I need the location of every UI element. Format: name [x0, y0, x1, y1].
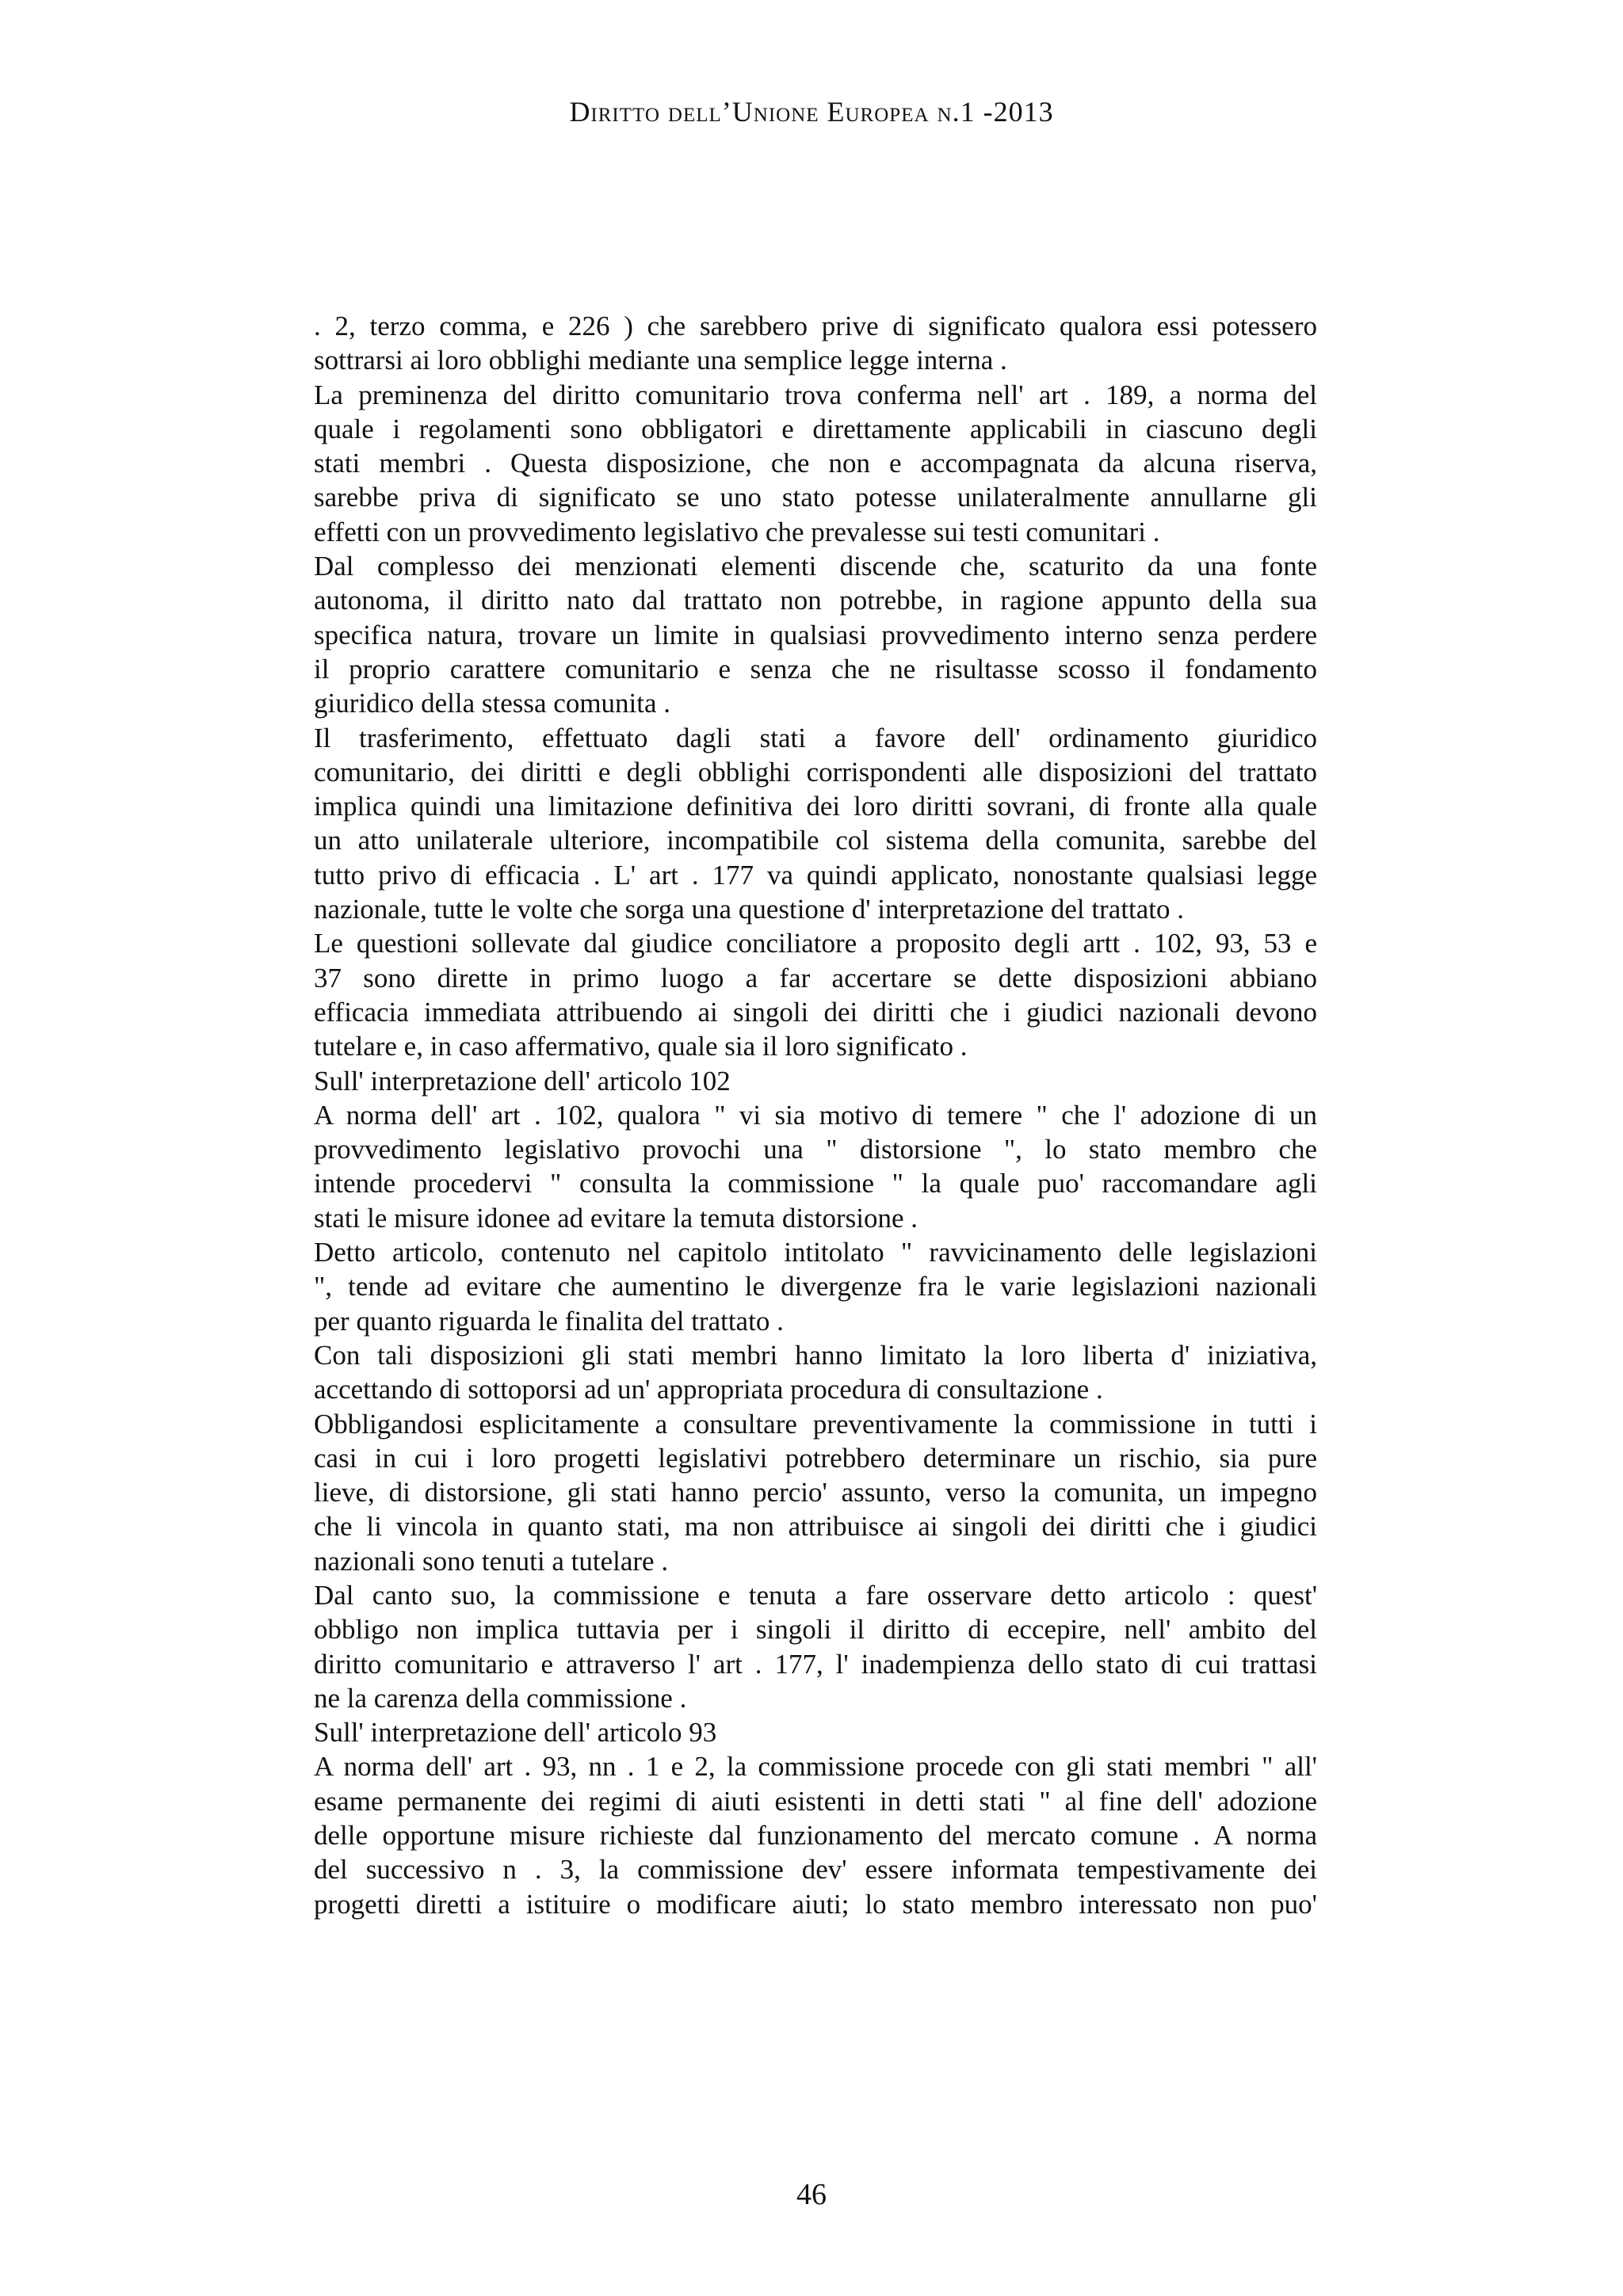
text-line: diritto comunitario e attraverso l' art . 177, l' inadempienza dello stato di cui trattasi [314, 1648, 1317, 1680]
text-line: che li vincola in quanto stati, ma non attribuisce ai singoli dei diritti che i giudici [314, 1511, 1317, 1543]
text-line: per quanto riguarda le finalita del trattato . [314, 1305, 784, 1337]
text-line: tutelare e, in caso affermativo, quale sia il loro significato . [314, 1031, 968, 1062]
text-line: stati membri . Questa disposizione, che non e accompagnata da alcuna riserva, [314, 448, 1317, 479]
text-line: nazionali sono tenuti a tutelare . [314, 1545, 669, 1577]
text-line: nazionale, tutte le volte che sorga una questione d' interpretazione del trattato . [314, 894, 1185, 925]
text-line: specifica natura, trovare un limite in qualsiasi provvedimento interno senza perdere [314, 619, 1317, 650]
text-line: casi in cui i loro progetti legislativi potrebbero determinare un rischio, sia pure [314, 1442, 1317, 1474]
text-line: delle opportune misure richieste dal funzionamento del mercato comune . A norma [314, 1820, 1317, 1852]
text-line: Dal canto suo, la commissione e tenuta a fare osservare detto articolo : quest' [314, 1579, 1317, 1611]
text-line: effetti con un provvedimento legislativo che prevalesse sui testi comunitari . [314, 516, 1160, 547]
text-line: La preminenza del diritto comunitario trova conferma nell' art . 189, a norma del [314, 379, 1317, 410]
text-line: accettando di sottoporsi ad un' appropriata procedura di consultazione . [314, 1374, 1103, 1405]
text-line: A norma dell' art . 102, qualora " vi sia motivo di temere " che l' adozione di un [314, 1099, 1317, 1131]
text-line: giuridico della stessa comunita . [314, 688, 671, 719]
text-line: Le questioni sollevate dal giudice conciliatore a proposito degli artt . 102, 93, 53 e [314, 928, 1317, 959]
text-line: esame permanente dei regimi di aiuti esistenti in detti stati " al fine dell' adozione [314, 1785, 1317, 1817]
text-line: intende procedervi " consulta la commissione " la quale puo' raccomandare agli [314, 1168, 1317, 1199]
text-line: Sull' interpretazione dell' articolo 102 [314, 1065, 731, 1097]
text-line: lieve, di distorsione, gli stati hanno percio' assunto, verso la comunita, un impegno [314, 1477, 1317, 1508]
text-line: Dal complesso dei menzionati elementi discende che, scaturito da una fonte [314, 551, 1317, 582]
text-line: obbligo non implica tuttavia per i singoli il diritto di eccepire, nell' ambito del [314, 1614, 1317, 1646]
text-line: comunitario, dei diritti e degli obblighi corrispondenti alle disposizioni del trattato [314, 756, 1317, 788]
text-line: A norma dell' art . 93, nn . 1 e 2, la commissione procede con gli stati membri " all' [314, 1751, 1317, 1783]
text-line: sarebbe priva di significato se uno stato potesse unilateralmente annullarne gli [314, 482, 1317, 513]
text-line: ne la carenza della commissione . [314, 1682, 687, 1714]
text-line: provvedimento legislativo provochi una " distorsione ", lo stato membro che [314, 1134, 1317, 1165]
text-line: Detto articolo, contenuto nel capitolo intitolato " ravvicinamento delle legislazioni [314, 1237, 1317, 1268]
text-line: progetti diretti a istituire o modificare aiuti; lo stato membro interessato non puo' [314, 1888, 1317, 1920]
body-text [314, 309, 1317, 1921]
text-line: il proprio carattere comunitario e senza che ne risultasse scosso il fondamento [314, 653, 1317, 685]
text-line: efficacia immediata attribuendo ai singoli dei diritti che i giudici nazionali devono [314, 996, 1317, 1028]
text-line: Obbligandosi esplicitamente a consultare preventivamente la commissione in tutti i [314, 1408, 1317, 1440]
page-number: 46 [796, 2178, 827, 2211]
text-line: ", tende ad evitare che aumentino le divergenze fra le varie legislazioni nazionali [314, 1271, 1317, 1302]
text-line: autonoma, il diritto nato dal trattato non potrebbe, in ragione appunto della sua [314, 585, 1317, 616]
text-line: Sull' interpretazione dell' articolo 93 [314, 1717, 717, 1749]
text-line: Con tali disposizioni gli stati membri hanno limitato la loro liberta d' iniziativa, [314, 1339, 1317, 1371]
text-line: del successivo n . 3, la commissione dev' essere informata tempestivamente dei [314, 1854, 1317, 1886]
running-header: Diritto dell’Unione Europea n.1 -2013 [569, 96, 1054, 128]
text-line: quale i regolamenti sono obbligatori e direttamente applicabili in ciascuno degli [314, 413, 1317, 444]
text-line: . 2, terzo comma, e 226 ) che sarebbero prive di significato qualora essi potessero [314, 311, 1317, 341]
text-line: implica quindi una limitazione definitiva dei loro diritti sovrani, di fronte alla quale [314, 791, 1317, 822]
text-line: tutto privo di efficacia . L' art . 177 va quindi applicato, nonostante qualsiasi legge [314, 859, 1317, 891]
text-line: 37 sono dirette in primo luogo a far accertare se dette disposizioni abbiano [314, 962, 1317, 994]
text-line: sottrarsi ai loro obblighi mediante una semplice legge interna . [314, 345, 1007, 376]
text-line: stati le misure idonee ad evitare la temuta distorsione . [314, 1202, 918, 1234]
text-line: un atto unilaterale ulteriore, incompatibile col sistema della comunita, sarebbe del [314, 825, 1317, 856]
text-line: Il trasferimento, effettuato dagli stati a favore dell' ordinamento giuridico [314, 722, 1317, 753]
